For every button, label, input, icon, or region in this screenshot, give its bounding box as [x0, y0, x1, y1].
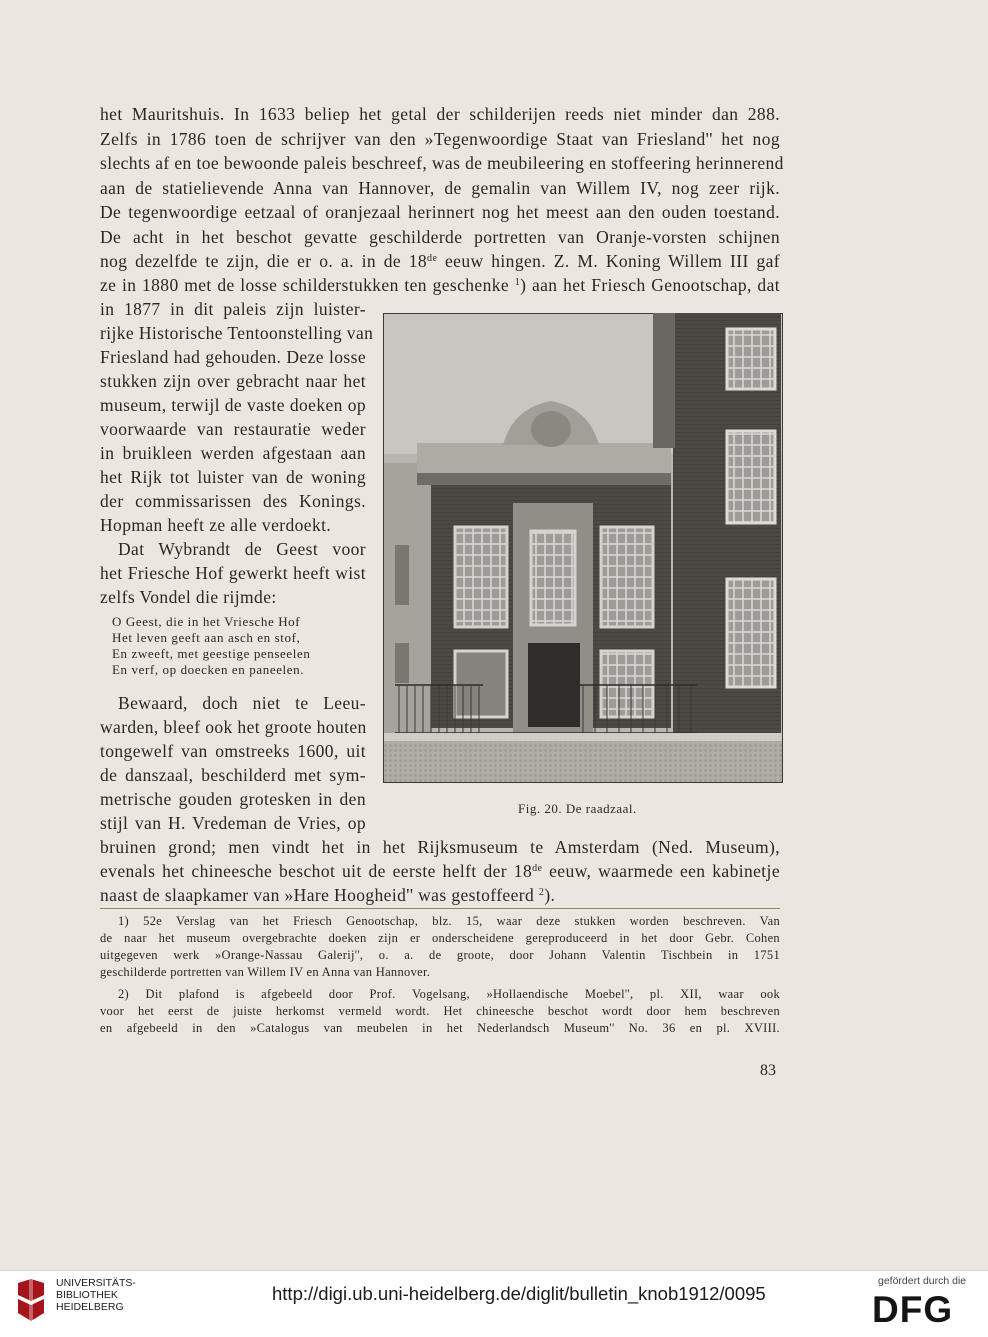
funding-label: gefördert durch die: [878, 1275, 967, 1287]
figure-caption: Fig. 20. De raadzaal.: [518, 801, 637, 816]
body-line: museum, terwijl de vaste doeken op: [100, 395, 366, 415]
poem-line: En verf, op doecken en paneelen.: [112, 662, 305, 677]
body-line: zelfs Vondel die rijmde:: [100, 587, 277, 607]
body-line: der commissarissen des Konings.: [100, 491, 366, 511]
poem-line: En zweeft, met geestige penseelen: [112, 646, 311, 661]
body-line: metrische gouden grotesken in den: [100, 789, 366, 809]
body-line: Hopman heeft ze alle verdoekt.: [100, 515, 332, 535]
body-line: Bewaard, doch niet te Leeu-: [118, 693, 366, 713]
footnote-line: voor het eerst de juiste herkomst vermeld wordt. Het chineesche beschot wordt door hem beschreven: [100, 1004, 780, 1018]
footnote-divider: [100, 908, 780, 909]
body-line: De acht in het beschot gevatte geschilderde portretten van Oranje-vorsten schijnen: [100, 227, 780, 247]
footnote-line: 2) Dit plafond is afgebeeld door Prof. Vogelsang, »Hollaendische Moebel'', pl. XII, waar ook: [118, 987, 780, 1001]
footnote-line: en afgebeeld in den »Catalogus van meubelen in het Nederlandsch Museum'' No. 36 en pl. XVIII.: [100, 1021, 780, 1035]
body-line: het Friesche Hof gewerkt heeft wist: [100, 563, 366, 583]
permalink-url[interactable]: http://digi.ub.uni-heidelberg.de/diglit/bulletin_knob1912/0095: [272, 1283, 766, 1304]
footnote-line: uitgegeven werk »Orange-Nassau Galerij'', o. a. de groote, door Johann Valentin Tischbein in 1751: [100, 948, 780, 962]
body-line: nog dezelfde te zijn, die er o. a. in de 18de eeuw hingen. Z. M. Koning Willem III gaf: [100, 251, 780, 271]
digitization-footer: [0, 1270, 988, 1337]
library-name-line: BIBLIOTHEK: [56, 1289, 118, 1301]
body-line: het Rijk tot luister van de woning: [100, 467, 366, 487]
body-line: naast de slaapkamer van »Hare Hoogheid'' was gestoffeerd $^2$).: [100, 885, 556, 905]
body-line: Zelfs in 1786 toen de schrijver van den »Tegenwoordige Staat van Friesland'' het nog: [100, 129, 780, 149]
building-photograph: [383, 313, 783, 783]
body-line: aan de statielievende Anna van Hannover, de gemalin van Willem IV, nog zeer rijk.: [100, 178, 780, 198]
body-line: slechts af en toe bewoonde paleis beschreef, was de meubileering en stoffeering herinnerend: [100, 153, 784, 173]
footnote-line: de naar het museum overgebrachte doeken zijn er onderscheidene gereproduceerd in het door Gebr. Cohen: [100, 931, 780, 945]
body-line: in bruikleen werden afgestaan aan: [100, 443, 366, 463]
body-line: warden, bleef ook het groote houten: [100, 717, 367, 737]
body-line: evenals het chineesche beschot uit de eerste helft der 18de eeuw, waarmede een kabinetje: [100, 861, 780, 881]
body-line: stukken zijn over gebracht naar het: [100, 371, 366, 391]
poem-line: O Geest, die in het Vriesche Hof: [112, 614, 301, 629]
university-library-logo-icon: [14, 1277, 48, 1331]
body-line: De tegenwoordige eetzaal of oranjezaal herinnert nog het meest aan den ouden toestand.: [100, 202, 780, 222]
body-line: de danszaal, beschilderd met sym-: [100, 765, 366, 785]
body-line: bruinen grond; men vindt het in het Rijksmuseum te Amsterdam (Ned. Museum),: [100, 837, 780, 857]
library-name-line: HEIDELBERG: [56, 1301, 124, 1313]
poem-line: Het leven geeft aan asch en stof,: [112, 630, 301, 645]
dfg-logo: DFG: [872, 1289, 954, 1330]
body-line: het Mauritshuis. In 1633 beliep het getal der schilderijen reeds niet minder dan 288.: [100, 104, 780, 124]
body-line: ze in 1880 met de losse schilderstukken ten geschenke $^1$) aan het Friesch Genootschap, dat: [100, 275, 780, 295]
body-line: in 1877 in dit paleis zijn luister-: [100, 299, 366, 319]
body-line: tongewelf van omstreeks 1600, uit: [100, 741, 366, 761]
library-name-line: UNIVERSITÄTS-: [56, 1277, 136, 1289]
body-line: rijke Historische Tentoonstelling van: [100, 323, 374, 343]
body-line: stijl van H. Vredeman de Vries, op: [100, 813, 366, 833]
footnote-line: 1) 52e Verslag van het Friesch Genootschap, blz. 15, waar deze stukken worden beschreven. Van: [118, 914, 780, 928]
body-line: Dat Wybrandt de Geest voor: [118, 539, 366, 559]
page-number: 83: [760, 1062, 776, 1079]
footnote-line: geschilderde portretten van Willem IV en Anna van Hannover.: [100, 965, 431, 979]
body-line: Friesland had gehouden. Deze losse: [100, 347, 366, 367]
body-line: voorwaarde van restauratie weder: [100, 419, 366, 439]
